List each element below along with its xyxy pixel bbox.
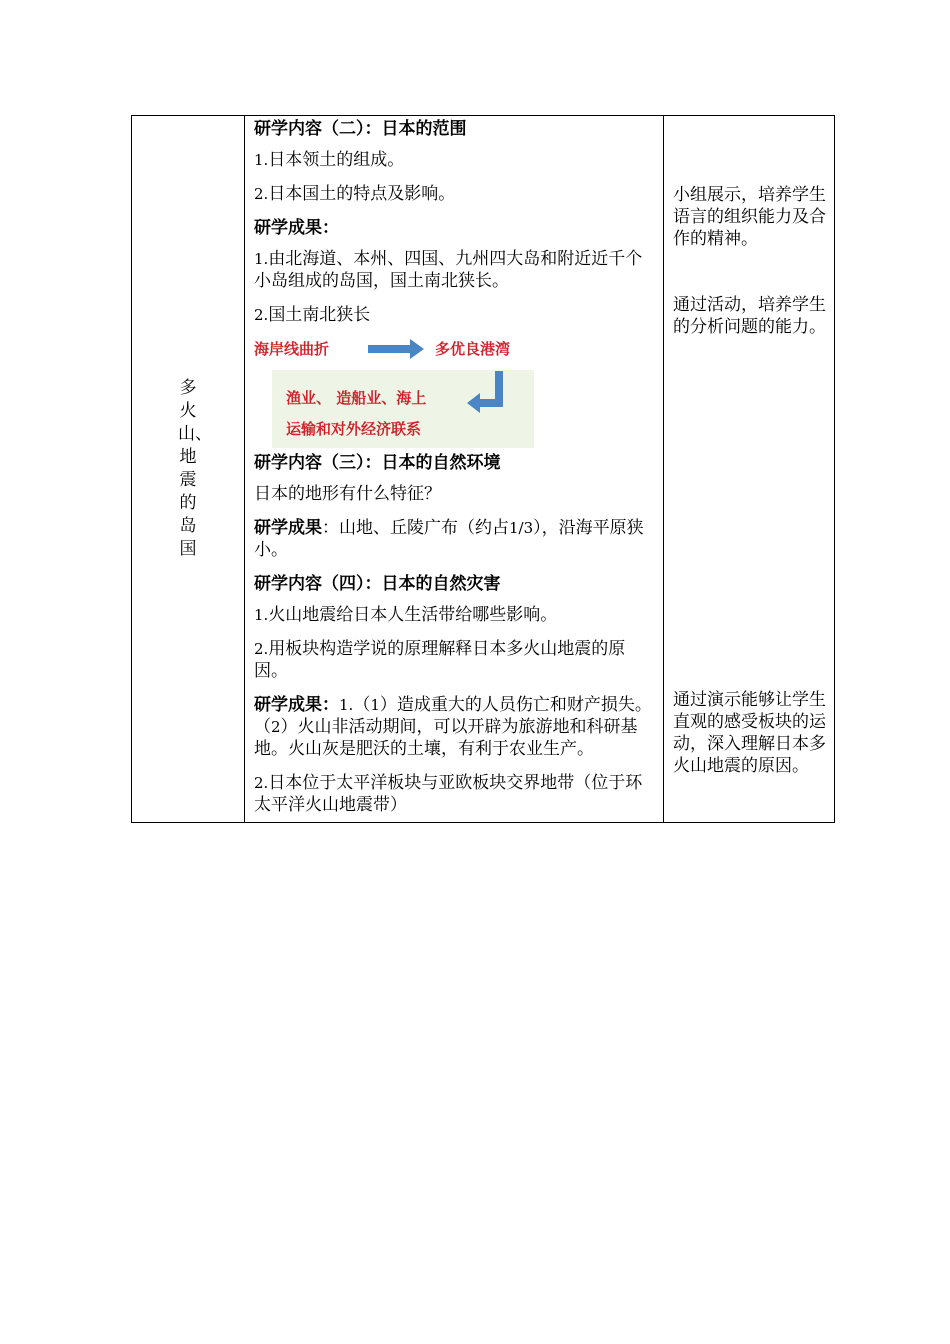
topic-cell — [132, 116, 245, 823]
section-2-result-1: 1.由北海道、本州、四国、九州四大岛和附近近千个小岛组成的岛国，国土南北狭长。 — [254, 249, 643, 291]
table-row — [132, 116, 835, 823]
section-4-result-2: 2.日本位于太平洋板块与亚欧板块交界地带（位于环太平洋火山地震带） — [254, 773, 643, 815]
section-2-question-1: 1.日本领土的组成。 — [254, 150, 405, 170]
note-demonstration: 通过演示能够让学生直观的感受板块的运动，深入理解日本多火山地震的原因。 — [673, 690, 826, 776]
topic-label: 多火山、地震的岛国 — [178, 378, 212, 559]
section-2-question-2: 2.日本国土的特点及影响。 — [254, 184, 456, 204]
note-group-presentation: 小组展示，培养学生语言的组织能力及合作的精神。 — [673, 185, 826, 249]
coastline-diagram — [254, 330, 534, 448]
diagram-node-harbors: 多优良港湾 — [435, 340, 511, 358]
section-2-result-2: 2.国土南北狭长 — [254, 305, 371, 325]
diagram-node-industries-line1: 渔业、 造船业、海上 — [286, 389, 427, 407]
section-4-title: 研学内容（四）：日本的自然灾害 — [254, 574, 501, 594]
section-4-question-1: 1.火山地震给日本人生活带给哪些影响。 — [254, 605, 558, 625]
diagram-node-industries-line2: 运输和对外经济联系 — [286, 420, 422, 438]
diagram-node-coastline: 海岸线曲折 — [254, 340, 330, 358]
section-2-result-label: 研学成果： — [254, 218, 339, 238]
section-3-question: 日本的地形有什么特征？ — [254, 484, 441, 504]
section-4-question-2: 2.用板块构造学说的原理解释日本多火山地震的原因。 — [254, 639, 626, 681]
section-2-title: 研学内容（二）：日本的范围 — [254, 119, 467, 139]
arrow-down-left-icon — [467, 371, 503, 413]
arrow-right-icon — [368, 339, 424, 359]
section-3-title: 研学内容（三）：日本的自然环境 — [254, 453, 501, 473]
section-3-result: 研学成果：山地、丘陵广布（约占1/3），沿海平原狭小。 — [254, 518, 644, 560]
content-cell — [245, 116, 664, 823]
note-activity: 通过活动，培养学生的分析问题的能力。 — [673, 295, 826, 337]
section-4-result-1: 研学成果：1.（1）造成重大的人员伤亡和财产损失。（2）火山非活动期间，可以开辟为旅游地和科研基地。火山灰是肥沃的土壤，有利于农业生产。 — [254, 695, 652, 759]
lesson-table — [131, 115, 835, 823]
notes-cell — [664, 116, 835, 823]
